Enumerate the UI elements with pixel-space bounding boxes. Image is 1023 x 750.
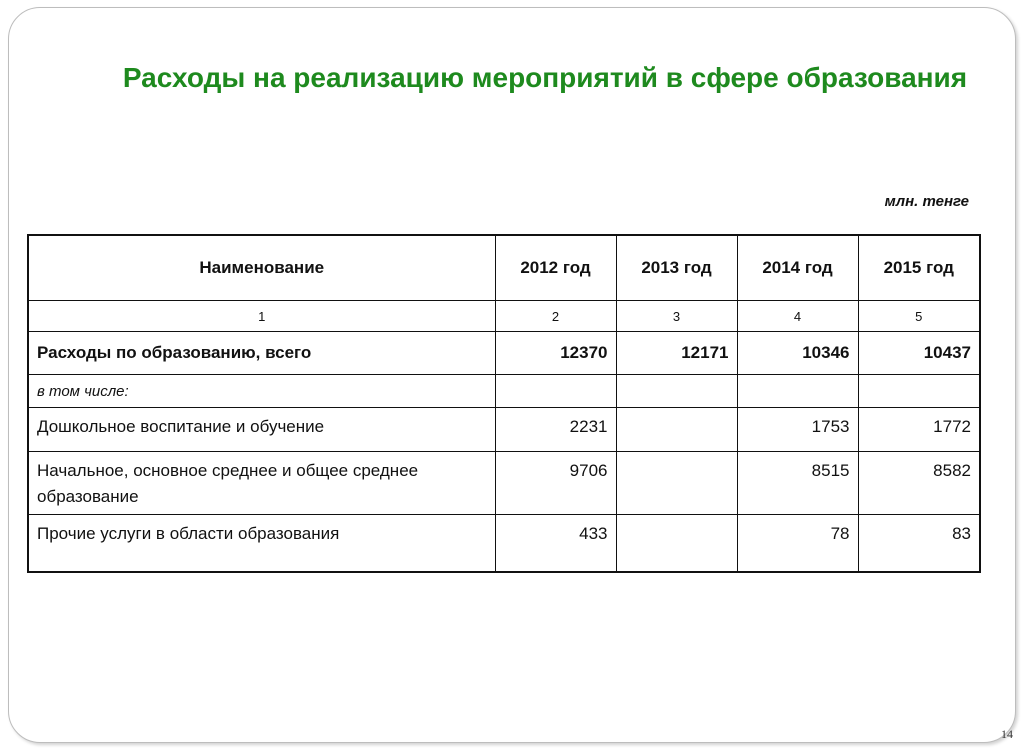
row-value-2012: 2231	[495, 408, 616, 452]
column-number: 5	[858, 301, 980, 332]
header-row	[28, 235, 980, 301]
column-number: 1	[28, 301, 495, 332]
total-value-2013: 12171	[616, 332, 737, 375]
unit-label: млн. тенге	[884, 193, 969, 210]
empty-cell	[616, 375, 737, 408]
row-value-2014: 8515	[737, 452, 858, 515]
row-value-2015: 1772	[858, 408, 980, 452]
column-number: 3	[616, 301, 737, 332]
header-2014: 2014 год	[737, 235, 858, 301]
page-title: Расходы на реализацию мероприятий в сфере образования	[122, 62, 968, 93]
page-number: 14	[1001, 727, 1013, 741]
column-number-row	[28, 301, 980, 332]
row-value-2013	[616, 452, 737, 515]
empty-cell	[737, 375, 858, 408]
row-value-2014: 1753	[737, 408, 858, 452]
total-value-2014: 10346	[737, 332, 858, 375]
row-label: Дошкольное воспитание и обучение	[28, 408, 495, 452]
sub-heading-row	[28, 375, 980, 408]
total-row	[28, 332, 980, 375]
total-value-2012: 12370	[495, 332, 616, 375]
table-row	[28, 408, 980, 452]
row-value-2012: 9706	[495, 452, 616, 515]
total-label: Расходы по образованию, всего	[28, 332, 495, 375]
row-label: Начальное, основное среднее и общее среднее образование	[28, 452, 495, 515]
sub-heading-label: в том числе:	[28, 375, 495, 408]
row-value-2013	[616, 408, 737, 452]
column-number: 2	[495, 301, 616, 332]
expenses-table	[27, 234, 981, 573]
row-value-2015: 83	[858, 515, 980, 573]
row-label: Прочие услуги в области образования	[28, 515, 495, 573]
row-value-2013	[616, 515, 737, 573]
row-value-2012: 433	[495, 515, 616, 573]
header-2012: 2012 год	[495, 235, 616, 301]
table-row	[28, 452, 980, 515]
empty-cell	[495, 375, 616, 408]
row-value-2015: 8582	[858, 452, 980, 515]
column-number: 4	[737, 301, 858, 332]
table-row	[28, 515, 980, 573]
empty-cell	[858, 375, 980, 408]
row-value-2014: 78	[737, 515, 858, 573]
header-2013: 2013 год	[616, 235, 737, 301]
header-2015: 2015 год	[858, 235, 980, 301]
header-name: Наименование	[28, 235, 495, 301]
total-value-2015: 10437	[858, 332, 980, 375]
